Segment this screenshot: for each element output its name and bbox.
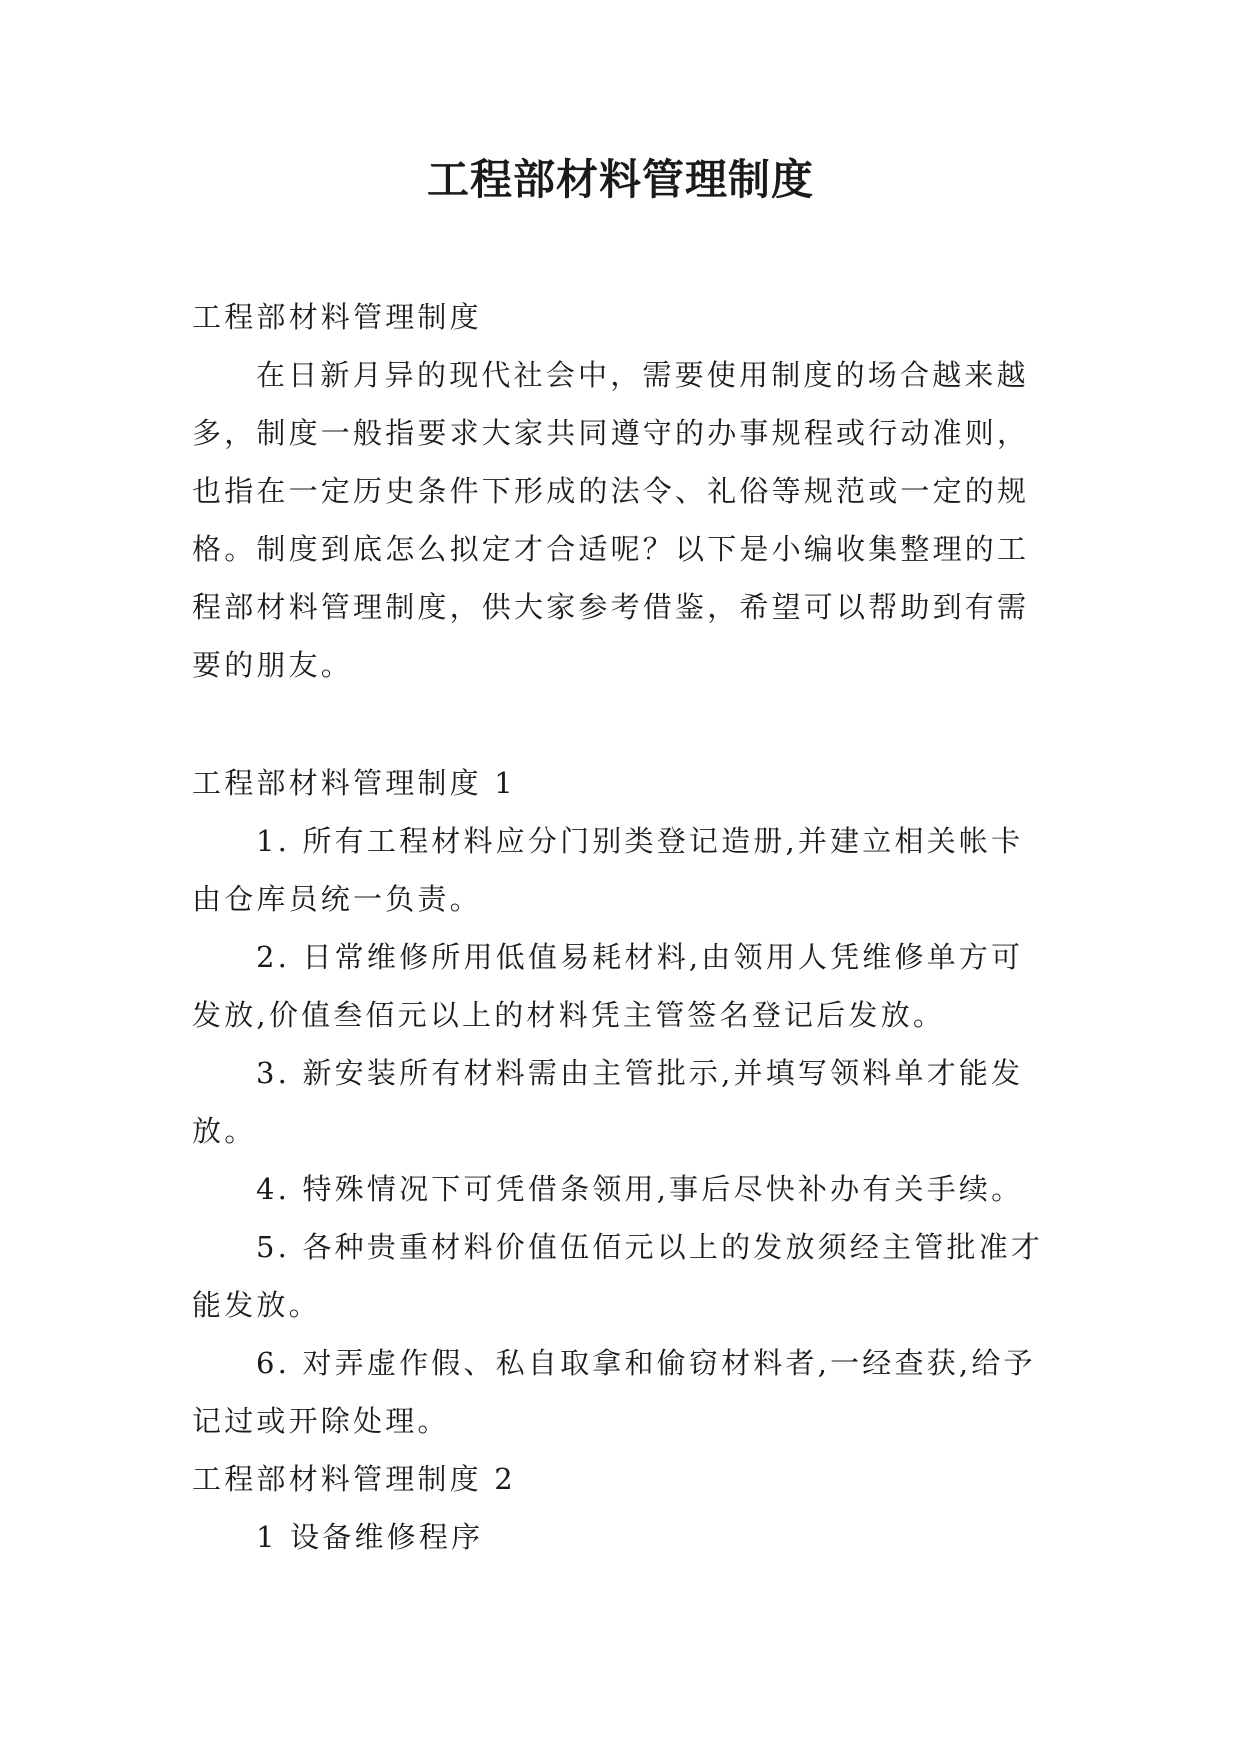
document-subtitle: 工程部材料管理制度 [192, 300, 482, 334]
intro-paragraph: 在日新月异的现代社会中，需要使用制度的场合越来越多，制度一般指要求大家共同遵守的办事规程或行动准则，也指在一定历史条件下形成的法令、礼俗等规范或一定的规格。制度到底怎么拟定才合适呢？以下是小编收集整理的工程部材料管理制度，供大家参考借鉴，希望可以帮助到有需要的朋友。 [192, 358, 1030, 682]
section-1-item: 4. 特殊情况下可凭借条领用,事后尽快补办有关手续。 [256, 1172, 1024, 1206]
section-2-heading: 工程部材料管理制度 2 [192, 1462, 516, 1496]
section-1-item: 1. 所有工程材料应分门别类登记造册,并建立相关帐卡由仓库员统一负责。 [192, 824, 1024, 916]
section-2-item: 1 设备维修程序 [256, 1520, 484, 1554]
document-title: 工程部材料管理制度 [426, 155, 814, 204]
section-1-heading: 工程部材料管理制度 1 [192, 766, 516, 800]
section-1-item: 5. 各种贵重材料价值伍佰元以上的发放须经主管批准才能发放。 [192, 1230, 1044, 1322]
section-1-item: 6. 对弄虚作假、私自取拿和偷窃材料者,一经查获,给予记过或开除处理。 [192, 1346, 1036, 1438]
section-1-item: 3. 新安装所有材料需由主管批示,并填写领料单才能发放。 [192, 1056, 1024, 1148]
document-body [192, 288, 1052, 1566]
section-1-item: 2. 日常维修所用低值易耗材料,由领用人凭维修单方可发放,价值叁佰元以上的材料凭主管签名登记后发放。 [192, 940, 1024, 1032]
